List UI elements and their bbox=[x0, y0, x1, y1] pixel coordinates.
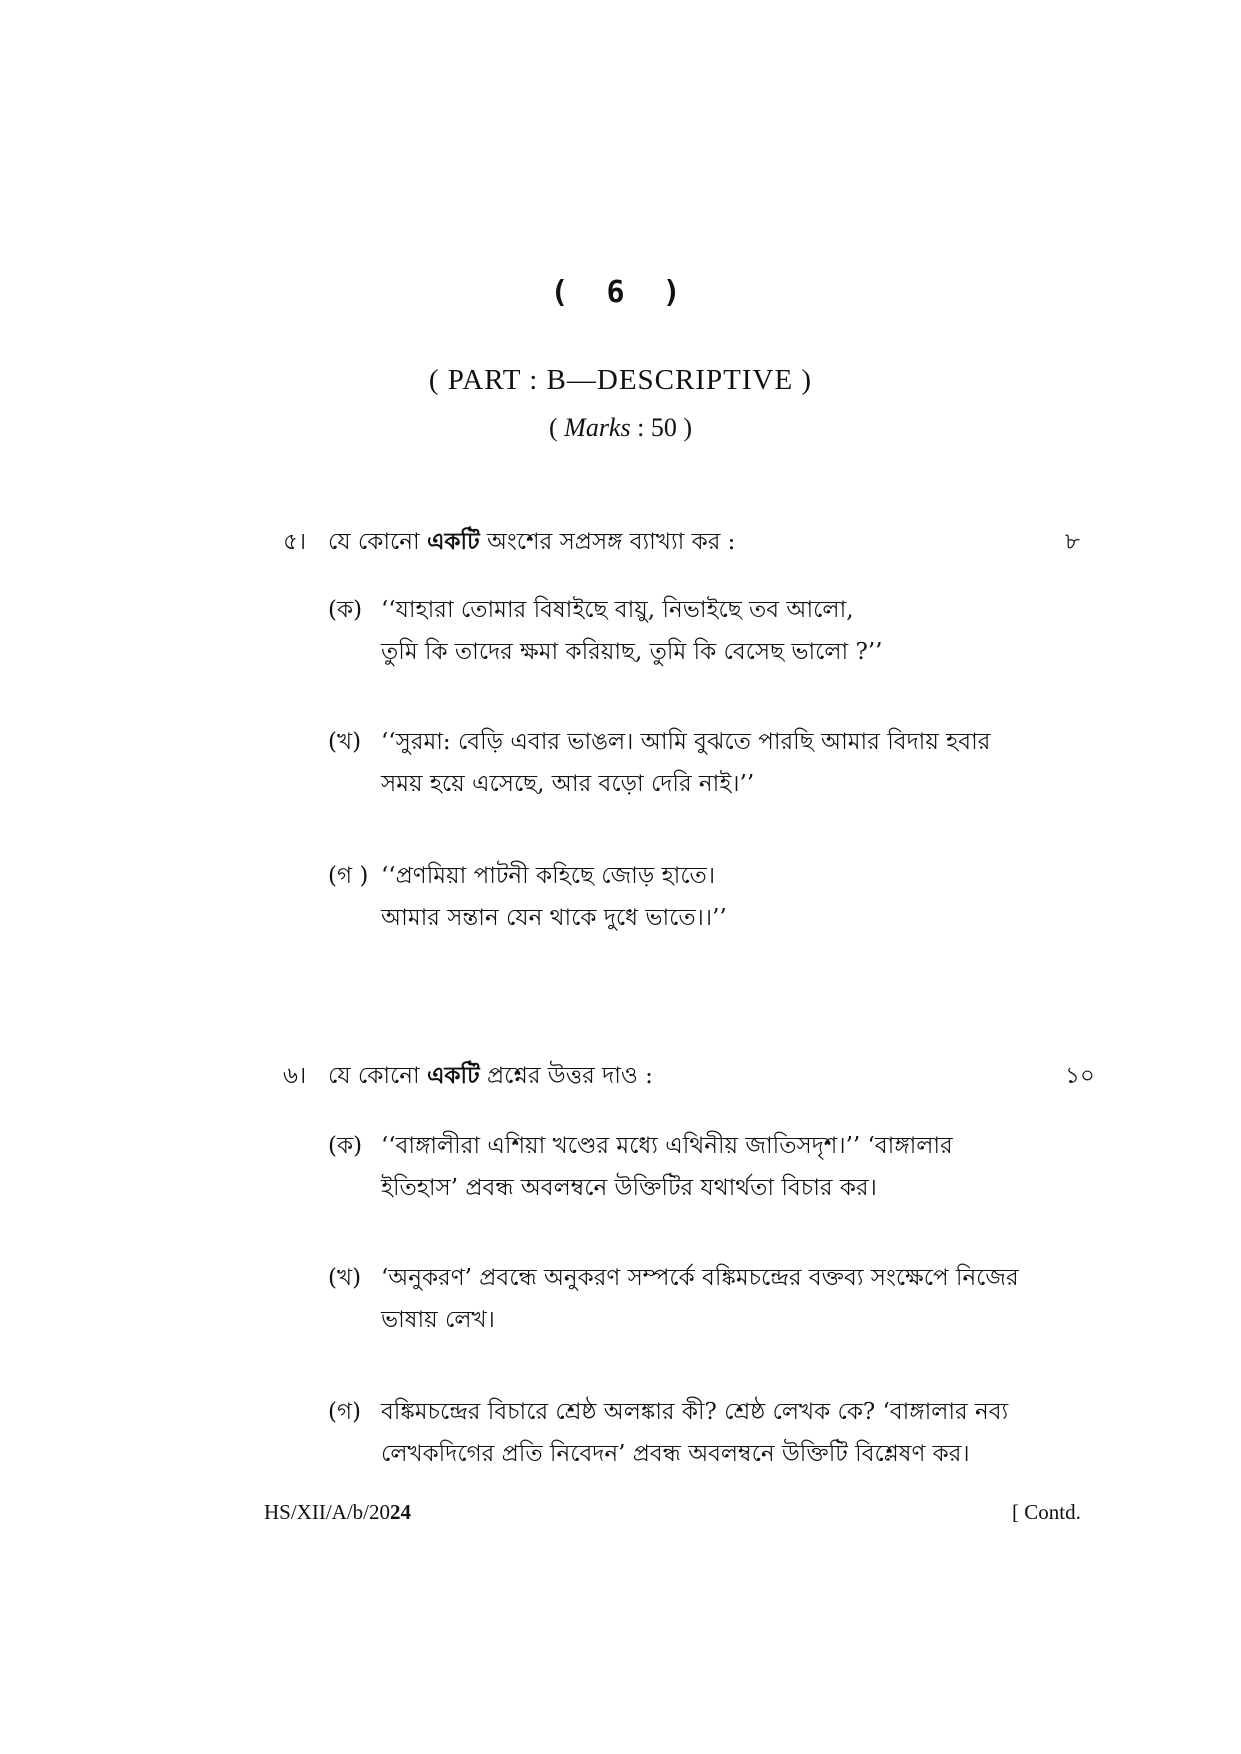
sub-question-line: লেখকদিগের প্রতি নিবেদন’ প্রবন্ধ অবলম্বনে উক্তিটি বিশ্লেষণ কর। bbox=[381, 1441, 970, 1467]
sub-question-line: ‘অনুকরণ’ প্রবন্ধে অনুকরণ সম্পর্কে বঙ্কিমচন্দ্রের বক্তব্য সংক্ষেপে নিজের bbox=[381, 1265, 1019, 1291]
question-number: ৫। bbox=[283, 529, 307, 555]
paper-code: HS/XII/A/b/2024 bbox=[264, 1500, 411, 1524]
sub-question-line: তুমি কি তাদের ক্ষমা করিয়াছ, তুমি কি বেসেছ ভালো ?’’ bbox=[381, 639, 883, 665]
part-title: ( PART : B—DESCRIPTIVE ) bbox=[428, 364, 813, 396]
page-number: ( 6 ) bbox=[550, 275, 691, 310]
sub-question-line: ‘‘বাঙ্গালীরা এশিয়া খণ্ডের মধ্যে এথিনীয় জাতিসদৃশ।’’ ‘বাঙ্গালার bbox=[381, 1133, 953, 1159]
sub-question-line: ভাষায় লেখ। bbox=[381, 1307, 495, 1333]
sub-question-line: ইতিহাস’ প্রবন্ধ অবলম্বনে উক্তিটির যথার্থতা বিচার কর। bbox=[381, 1175, 877, 1201]
question-text: যে কোনো একটি অংশের সপ্রসঙ্গ ব্যাখ্যা কর : bbox=[328, 528, 736, 555]
total-marks: ( Marks : 50 ) bbox=[548, 413, 692, 442]
sub-question-label: (গ ) bbox=[328, 863, 369, 889]
continued-label: [ Contd. bbox=[1012, 1500, 1081, 1524]
question-text: যে কোনো একটি প্রশ্নের উত্তর দাও : bbox=[328, 1062, 653, 1089]
sub-question-label: (খ) bbox=[328, 1265, 362, 1291]
sub-question-label: (গ) bbox=[328, 1399, 362, 1425]
question-number: ৬। bbox=[283, 1063, 307, 1089]
sub-question-line: ‘‘সুরমা: বেড়ি এবার ভাঙল। আমি বুঝতে পারছি আমার বিদায় হবার bbox=[381, 729, 991, 755]
marks-label: Marks bbox=[564, 413, 631, 442]
marks-value: 50 bbox=[650, 413, 677, 442]
sub-question-line: সময় হয়ে এসেছে, আর বড়ো দেরি নাই।’’ bbox=[381, 771, 755, 797]
sub-question-line: আমার সন্তান যেন থাকে দুধে ভাতে।।’’ bbox=[381, 905, 727, 931]
sub-question-line: বঙ্কিমচন্দ্রের বিচারে শ্রেষ্ঠ অলঙ্কার কী? শ্রেষ্ঠ লেখক কে? ‘বাঙ্গালার নব্য bbox=[381, 1399, 1009, 1425]
sub-question-line: ‘‘প্রণমিয়া পাটনী কহিছে জোড় হাতে। bbox=[381, 863, 716, 889]
question-marks: ৮ bbox=[1065, 529, 1080, 555]
sub-question-label: (খ) bbox=[328, 729, 362, 755]
sub-question-label: (ক) bbox=[328, 597, 363, 623]
question-marks: ১০ bbox=[1065, 1063, 1095, 1089]
sub-question-line: ‘‘যাহারা তোমার বিষাইছে বায়ু, নিভাইছে তব আলো, bbox=[381, 597, 854, 623]
sub-question-label: (ক) bbox=[328, 1133, 363, 1159]
